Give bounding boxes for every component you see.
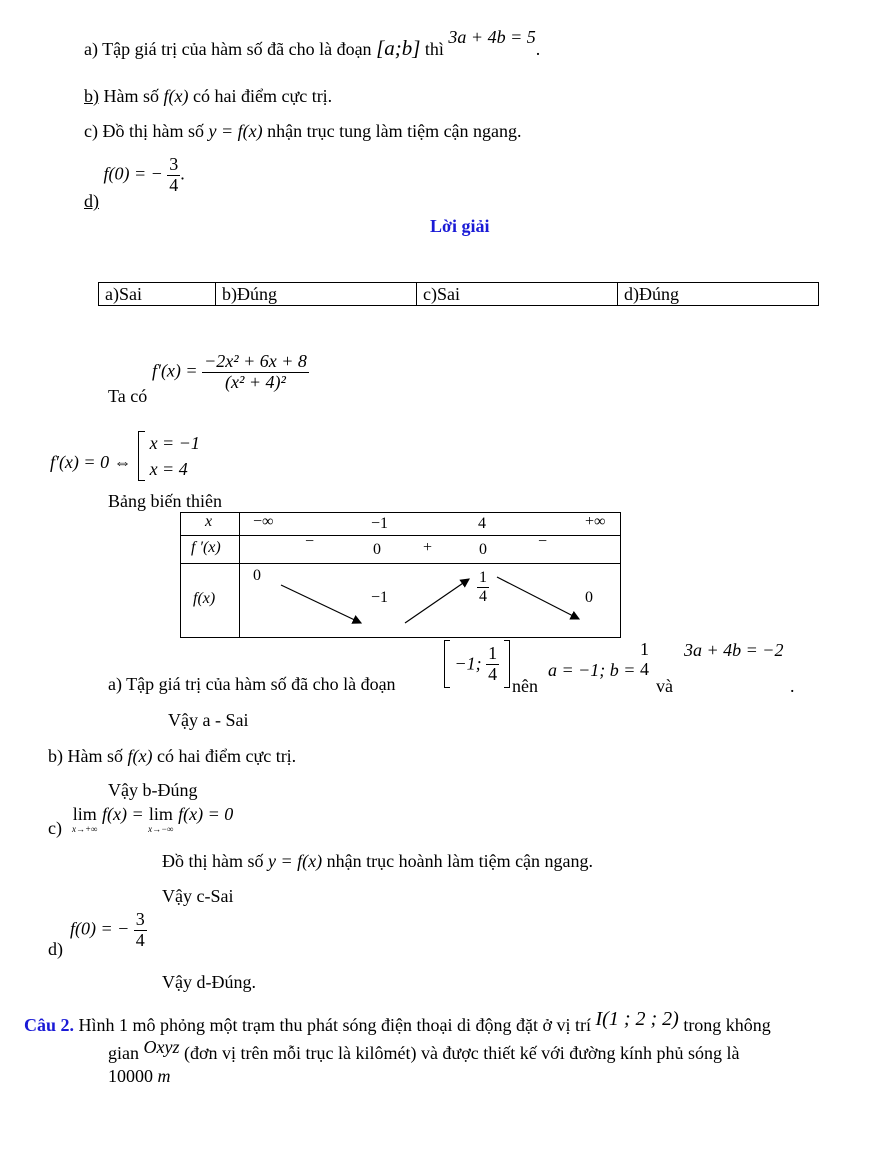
sol-b: b) Hàm số f(x) có hai điểm cực trị. xyxy=(48,746,297,766)
sol-a-ab: a = −1; b = 1 4 xyxy=(548,639,649,680)
ta-co-label: Ta có xyxy=(108,386,148,406)
statement-c: c) Đồ thị hàm số y = f(x) nhận trục tung làm tiệm cận ngang. xyxy=(84,121,522,141)
x-value: 4 xyxy=(478,515,486,532)
derivative-formula: f′(x) = $\frac{\text{−2x² + 6x + 8}}{\text{(x² + 4)²}}$ xyxy=(152,351,307,392)
f-right: 0 xyxy=(585,589,593,606)
f-min: −1 xyxy=(371,589,389,606)
answer-table xyxy=(98,282,819,306)
sol-c-text: Đồ thị hàm số y = f(x) nhận trục hoành làm tiệm cận ngang. xyxy=(162,851,594,871)
arrow-up xyxy=(405,579,469,623)
f-max: $\frac{1}{4}$ xyxy=(479,569,487,605)
sign: 0 xyxy=(373,541,381,558)
sign: − xyxy=(305,533,315,550)
sol-a-text: a) Tập giá trị của hàm số đã cho là đoạn xyxy=(108,674,396,694)
question-2-line2: gian Oxyz (đơn vị trên mỗi trục là kilômét) và được thiết kế với đường kính phủ sóng là xyxy=(108,1037,740,1063)
x-value: −1 xyxy=(371,515,389,532)
answer-b: b)Đúng xyxy=(216,283,417,306)
question-2: Câu 2. Hình 1 mô phỏng một trạm thu phát sóng điện thoại di động đặt ở vị trí I(1 ; 2 ; 2) trong không xyxy=(24,1008,771,1035)
sol-d-label: d) xyxy=(48,939,63,959)
variation-table xyxy=(180,512,621,638)
arrow-down-1 xyxy=(281,585,361,623)
arrow-down-2 xyxy=(497,577,579,619)
variation-arrows xyxy=(181,513,620,637)
sol-a-nen: nên xyxy=(512,676,538,696)
answer-d: d)Đúng xyxy=(618,283,819,306)
x-value: −∞ xyxy=(253,513,274,530)
roots-equation: f′(x) = 0 ⇔ x = −1 x = 4 xyxy=(50,433,200,479)
sol-b-conclusion: Vậy b-Đúng xyxy=(108,780,198,800)
sol-a-interval: −1; $\frac{1}{4}$ xyxy=(444,640,510,688)
sol-a-conclusion: Vậy a - Sai xyxy=(168,710,249,730)
row-label-fx: f(x) xyxy=(193,590,216,607)
sol-c-label: c) xyxy=(48,818,62,838)
sol-a-expr: 3a + 4b = −2 xyxy=(684,640,784,660)
row-label-fprime: f ′(x) xyxy=(191,539,221,556)
answer-c: c)Sai xyxy=(417,283,618,306)
solution-title: Lời giải xyxy=(430,216,490,236)
sol-a-period: . xyxy=(790,676,795,696)
answer-a: a)Sai xyxy=(99,283,216,306)
sol-a-va: và xyxy=(656,676,673,696)
table-title: Bảng biến thiên xyxy=(108,491,222,511)
sign: − xyxy=(538,533,548,550)
sol-d-formula: f(0) = − $\frac{3}{4}$ xyxy=(70,909,145,950)
statement-d: d) f(0) = − $\frac{3}{4}$ . xyxy=(84,154,185,212)
sol-c-limit: lim x→+∞ f(x) = lim x→−∞ f(x) = 0 xyxy=(72,804,234,834)
question-2-line3: 10000 m xyxy=(108,1066,171,1086)
f-left: 0 xyxy=(253,567,261,584)
sign: 0 xyxy=(479,541,487,558)
x-value: +∞ xyxy=(585,513,606,530)
sol-d-conclusion: Vậy d-Đúng. xyxy=(162,972,256,992)
statement-b: b) Hàm số f(x) có hai điểm cực trị. xyxy=(84,86,333,106)
sol-c-conclusion: Vậy c-Sai xyxy=(162,886,234,906)
sign: + xyxy=(423,539,433,556)
row-label-x: x xyxy=(205,513,213,530)
statement-a: a) Tập giá trị của hàm số đã cho là đoạn [a;b] thì 3a + 4b = 5. xyxy=(84,27,541,60)
